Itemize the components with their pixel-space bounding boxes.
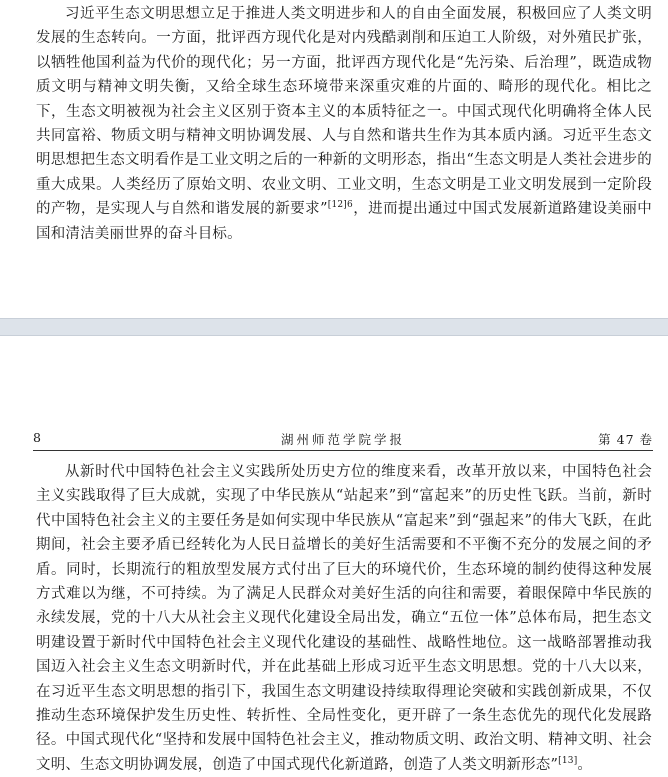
body-paragraph [36,460,652,777]
volume-label: 第 47 卷 [598,432,653,447]
paragraph-text-end: ，进而提出通过中国式发展新道路建设美丽中国和清洁美丽世界的奋斗目标。 [36,201,652,242]
paragraph-text: 习近平生态文明思想立足于推进人类文明进步和人的自由全面发展，积极回应了人类文明发展的生态转向。一方面，批评西方现代化是对内残酷剥削和压迫工人阶级，对外殖民扩张，以牺牲他国利益为代价的现代化；另一方面，批评西方现代化是“先污染、后治理”，既造成物质文明与精神文明失衡，又给全球生态环境带来深重灾难的片面的、畸形的现代化。相比之下，生态文明被视为社会主义区别于资本主义的本质特征之一。中国式现代化明确将全体人民共同富裕、物质文明与精神文明协调发展、人与自然和谐共生作为其本质内涵。习近平生态文明思想把生态文明看作是工业文明之后的一种新的文明形态，指出“生态文明是人类社会进步的重大成果。人类经历了原始文明、农业文明、工业文明，生态文明是工业文明发展到一定阶段的产物，是实现人与自然和谐发展的新要求” [36,6,652,218]
citation-ref: [13] [558,756,578,767]
page-number: 8 [33,430,41,445]
paragraph-text: 从新时代中国特色社会主义实践所处历史方位的维度来看，改革开放以来，中国特色社会主义实践取得了巨大成就，实现了中华民族从“站起来”到“富起来”的历史性飞跃。当前，新时代中国特色社会主义的主要任务是如何实现中华民族从“富起来”到“强起来”的伟大飞跃，在此期间，社会主要矛盾已经转化为人民日益增长的美好生活需要和不平衡不充分的发展之间的矛盾。同时，长期流行的粗放型发展方式付出了巨大的环境代价，生态环境的制约使得这种发展方式难以为继，不可持续。为了满足人民群众对美好生活的向往和需要，着眼保障中华民族的永续发展，党的十八大从社会主义现代化建设全局出发，确立“五位一体”总体布局，把生态文明建设置于新时代中国特色社会主义现代化建设的基础性、战略性地位。这一战略部署推动我国迈入社会主义生态文明新时代，并在此基础上形成习近平生态文明思想。党的十八大以来，在习近平生态文明思想的指引下，我国生态文明建设持续取得理论突破和实践创新成果，不仅推动生态环境保护发生历史性、转折性、全局性变化，更开辟了一条生态优先的现代化发展路径。中国式现代化“坚持和发展中国特色社会主义，推动物质文明、政治文明、精神文明、社会文明、生态文明协调发展，创造了中国式现代化新道路，创造了人类文明新形态” [36,464,652,773]
body-paragraph [36,2,652,246]
top-page [0,0,668,318]
page-separator [0,318,668,336]
running-header [33,430,653,451]
citation-ref: [12]6 [327,200,353,211]
bottom-page [0,336,668,773]
paragraph-text-end: 。 [577,756,593,773]
journal-title: 湖州师范学院学报 [280,432,405,447]
